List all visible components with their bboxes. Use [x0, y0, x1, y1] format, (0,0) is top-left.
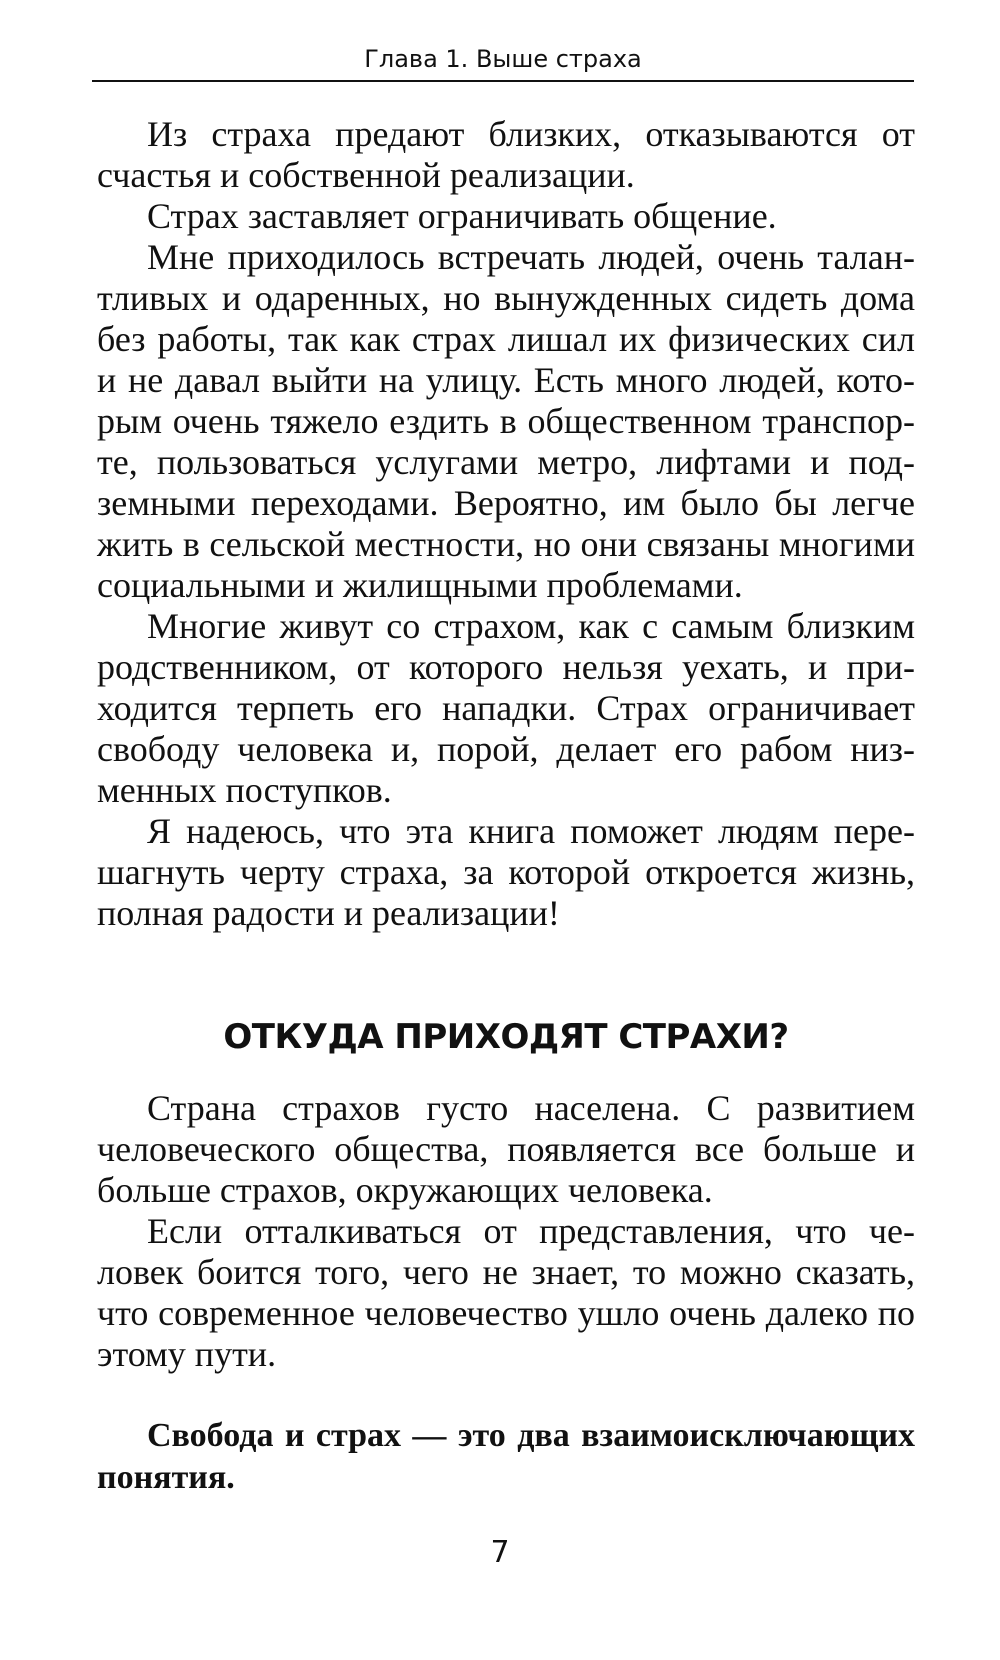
- paragraph: Многие живут со страхом, как с самым близким родственником, от которого нельзя уехать, и приходится терпеть его нападки. Страх ограничивает свободу человека и, порой, делает его рабом низменных поступков.: [97, 606, 915, 810]
- paragraph: Я надеюсь, что эта книга поможет людям перешагнуть черту страха, за которой откроется жизнь, полная радости и реализации!: [97, 811, 915, 933]
- paragraph: Страна страхов густо населена. С развитием человеческого общества, появляется все больше и больше страхов, окружающих человека.: [97, 1088, 915, 1210]
- paragraph: Страх заставляет ограничивать общение.: [147, 196, 777, 236]
- running-header: Глава 1. Выше страха: [364, 45, 642, 73]
- paragraph: Мне приходилось встречать людей, очень талантливых и одаренных, но вынужденных сидеть дома без работы, так как страх лишал их физических сил и не давал выйти на улицу. Есть много людей, которым очень тяжело ездить в общественном транспорте, пользоваться услугами метро, лифтами и подземными переходами. Вероятно, им было бы легче жить в сельской местности, но они связаны многими социальными и жилищными проблемами.: [97, 237, 915, 605]
- page-body: [97, 114, 915, 1499]
- header-rule: [92, 80, 914, 82]
- section-heading: ОТКУДА ПРИХОДЯТ СТРАХИ?: [223, 1017, 789, 1057]
- page-number: 7: [490, 1535, 510, 1570]
- paragraph: Из страха предают близких, отказываются от счастья и собственной реализации.: [97, 114, 915, 195]
- paragraph: Если отталкиваться от представления, что человек боится того, чего не знает, то можно сказать, что современное человечество ушло очень далеко по этому пути.: [97, 1211, 915, 1374]
- bold-statement: Свобода и страх — это два взаимоисключающих понятия.: [97, 1417, 915, 1496]
